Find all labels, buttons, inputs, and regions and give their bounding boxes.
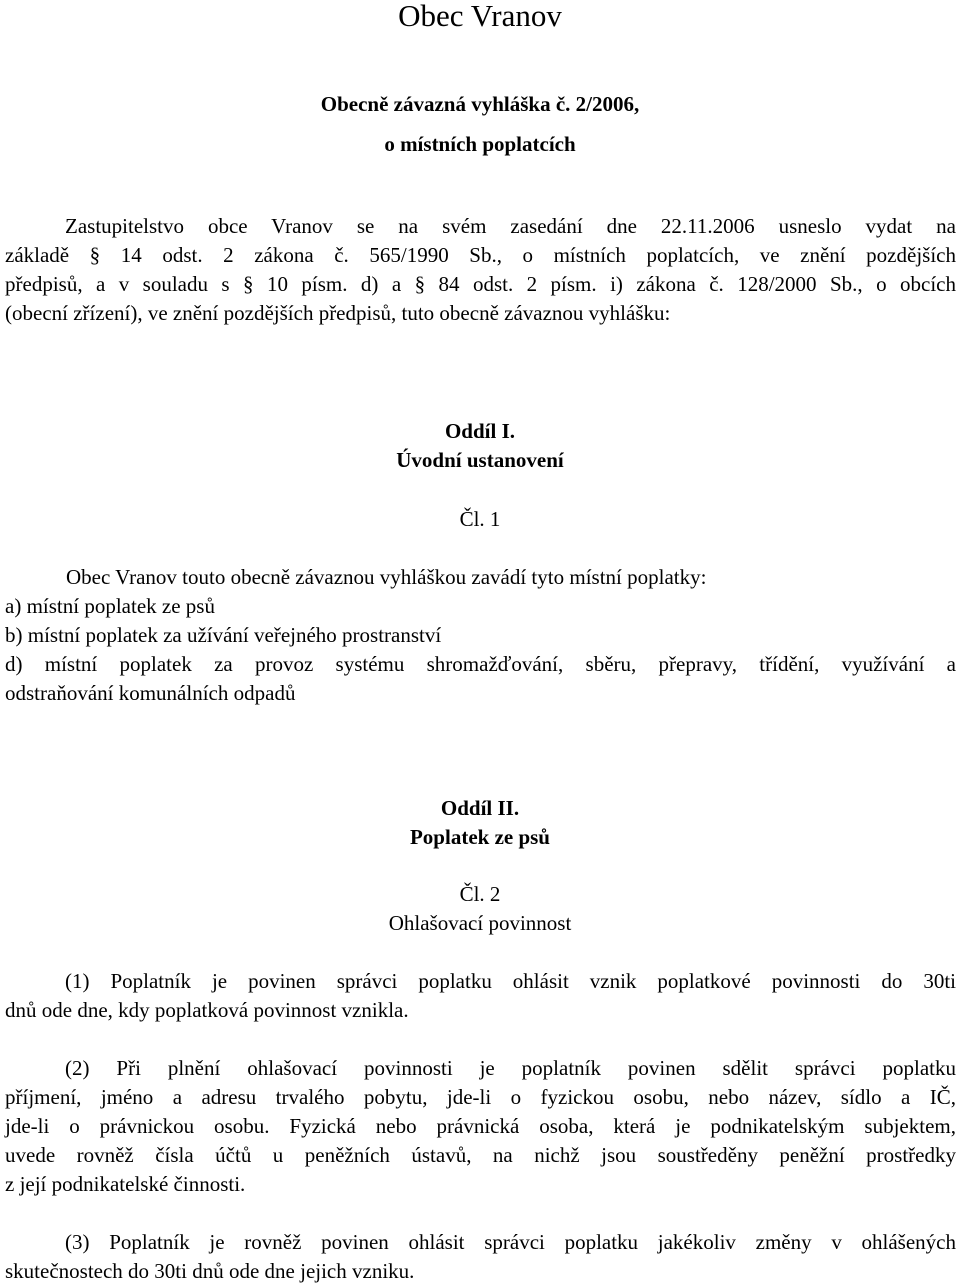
- decree-number: Obecně závazná vyhláška č. 2/2006,: [320, 92, 640, 116]
- article-number: Čl. 1: [459, 507, 501, 531]
- preamble-line: (obecní zřízení), ve znění pozdějších předpisů, tuto obecně závaznou vyhlášku:: [5, 301, 671, 325]
- paragraph-line: příjmení, jméno a adresu trvalého pobytu, jde-li o fyzickou osobu, nebo název, sídlo a IČ,: [5, 1085, 956, 1109]
- section-title: Poplatek ze psů: [409, 825, 550, 849]
- section-title: Úvodní ustanovení: [396, 448, 564, 472]
- section-label: Oddíl I.: [444, 419, 516, 443]
- list-item: a) místní poplatek ze psů: [5, 594, 215, 618]
- paragraph-line: (1) Poplatník je povinen správci poplatku ohlásit vznik poplatkové povinnosti do 30ti: [65, 969, 956, 993]
- paragraph-line: skutečnostech do 30ti dnů ode dne jejich vzniku.: [5, 1259, 415, 1283]
- article-title: Ohlašovací povinnost: [388, 911, 572, 935]
- section-label: Oddíl II.: [440, 796, 520, 820]
- list-item: b) místní poplatek za užívání veřejného prostranství: [5, 623, 442, 647]
- paragraph-line: (2) Při plnění ohlašovací povinnosti je poplatník povinen sdělit správci poplatku: [65, 1056, 956, 1080]
- paragraph-line: uvede rovněž čísla účtů u peněžních ústavů, na nichž jsou soustředěny peněžní prostředky: [5, 1143, 956, 1167]
- preamble-line: základě § 14 odst. 2 zákona č. 565/1990 Sb., o místních poplatcích, ve znění pozdějších: [5, 243, 956, 267]
- article-intro: Obec Vranov touto obecně závaznou vyhláškou zavádí tyto místní poplatky:: [66, 565, 707, 589]
- list-item: odstraňování komunálních odpadů: [5, 681, 296, 705]
- list-item: d) místní poplatek za provoz systému shromažďování, sběru, přepravy, třídění, využívání a: [5, 652, 956, 676]
- preamble-line: předpisů, a v souladu s § 10 písm. d) a § 84 odst. 2 písm. i) zákona č. 128/2000 Sb., o obcích: [5, 272, 956, 296]
- article-number: Čl. 2: [459, 882, 501, 906]
- paragraph-line: z její podnikatelské činnosti.: [5, 1172, 246, 1196]
- paragraph-line: dnů ode dne, kdy poplatková povinnost vznikla.: [5, 998, 409, 1022]
- page-title: Obec Vranov: [398, 0, 562, 33]
- paragraph-line: (3) Poplatník je rovněž povinen ohlásit správci poplatku jakékoliv změny v ohlášených: [65, 1230, 956, 1254]
- decree-subject: o místních poplatcích: [384, 132, 576, 156]
- paragraph-line: jde-li o právnickou osobu. Fyzická nebo právnická osoba, která je podnikatelským subjektem,: [5, 1114, 956, 1138]
- preamble-line: Zastupitelstvo obce Vranov se na svém zasedání dne 22.11.2006 usneslo vydat na: [65, 214, 956, 238]
